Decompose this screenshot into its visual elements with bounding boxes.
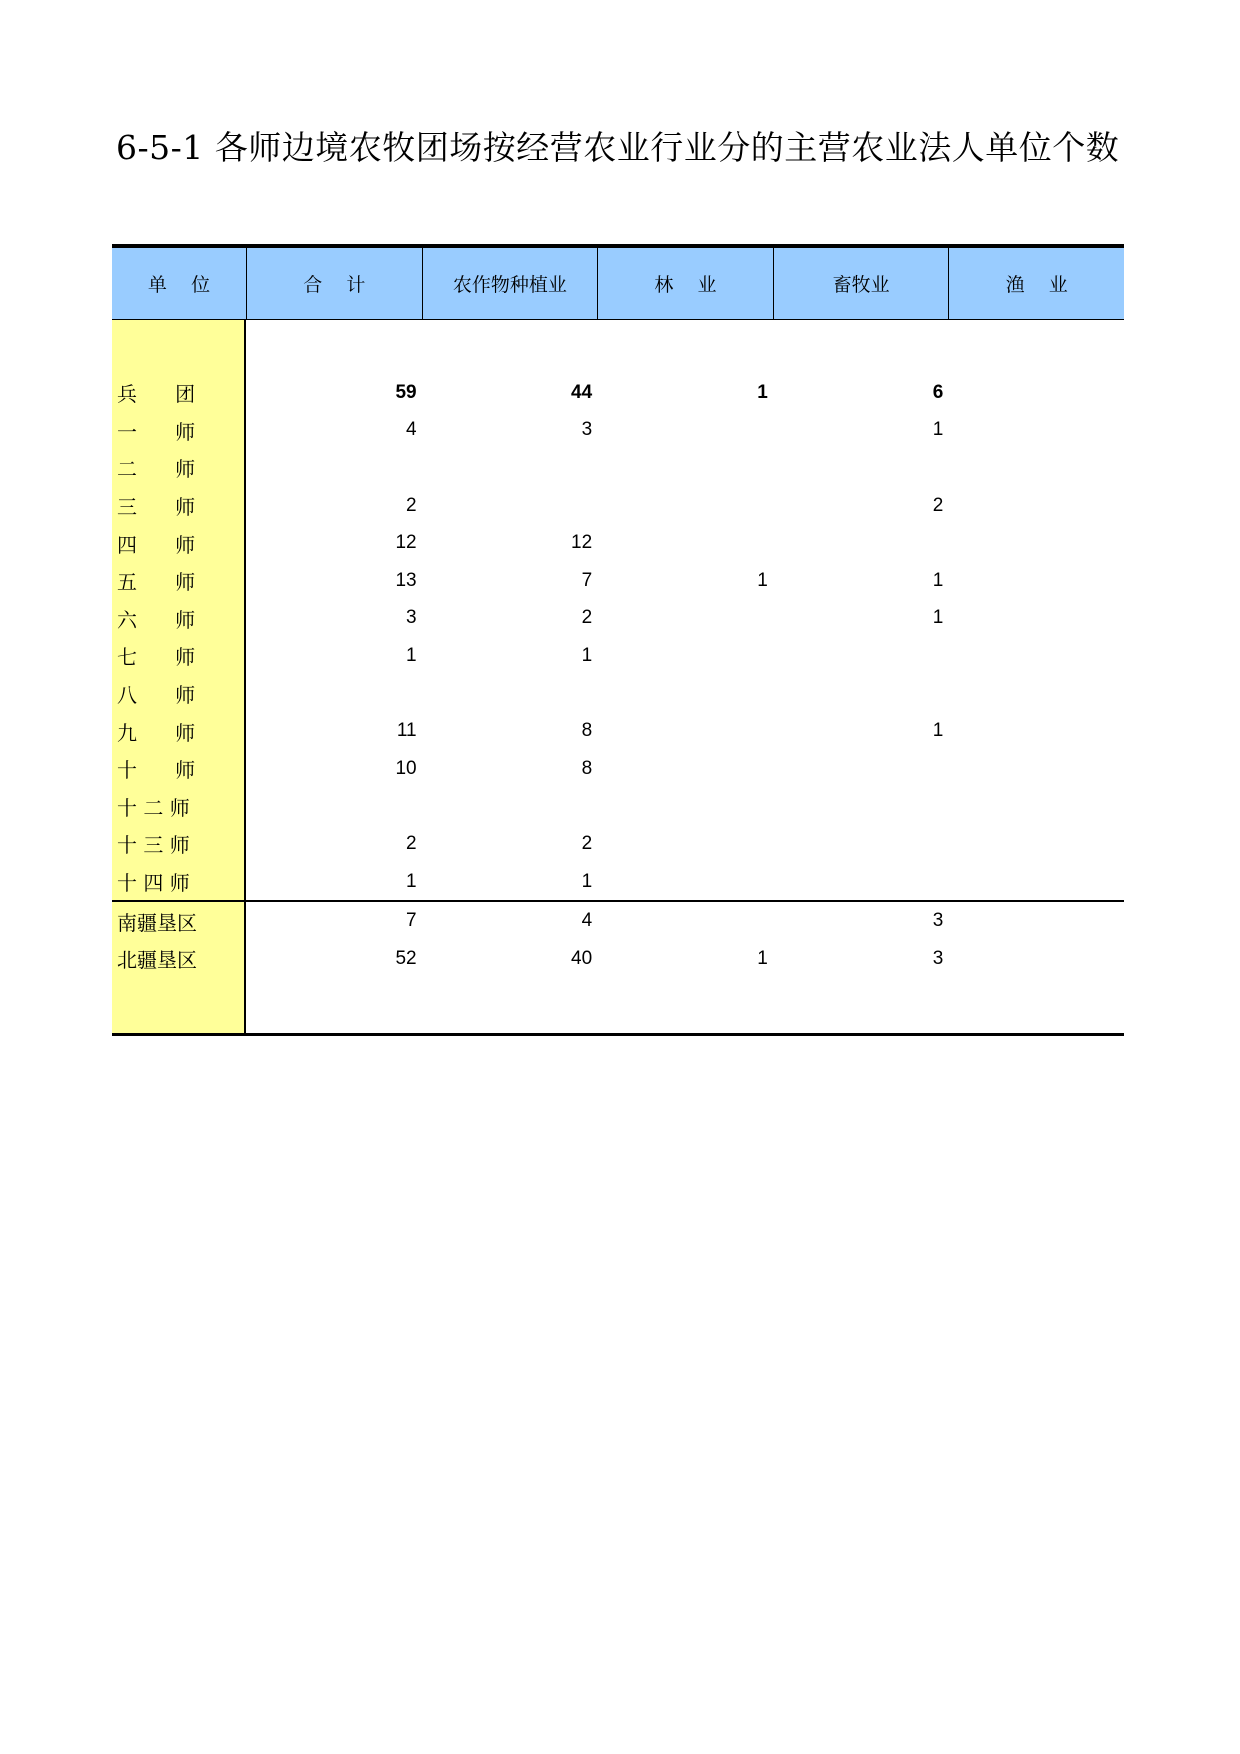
table-row [112, 825, 1124, 863]
row-value: 1 [757, 381, 768, 403]
row-value: 11 [396, 720, 417, 742]
row-label: 三 师 [112, 487, 246, 525]
row-value: 3 [406, 607, 417, 629]
table-row [112, 675, 1124, 713]
row-value: 2 [406, 494, 417, 516]
row-value: 1 [757, 569, 768, 591]
row-label: 九 师 [112, 712, 246, 750]
data-table [112, 244, 1124, 1036]
row-label: 四 师 [112, 524, 246, 562]
header-crop-farming: 农作物种植业 [422, 248, 598, 319]
table-row [112, 788, 1124, 826]
row-label: 八 师 [112, 675, 246, 713]
page-title: 6-5-1 各师边境农牧团场按经营农业行业分的主营农业法人单位个数 [116, 128, 1120, 167]
row-value: 1 [932, 569, 944, 591]
row-value: 3 [581, 419, 593, 441]
table-row [112, 412, 1124, 450]
row-label: 六 师 [112, 600, 246, 638]
row-label: 十 师 [112, 750, 246, 788]
row-label: 十 四 师 [112, 863, 246, 901]
row-value: 8 [581, 720, 593, 742]
row-value: 2 [581, 607, 593, 629]
header-animal-husbandry: 畜牧业 [773, 248, 949, 319]
table-bottom-spacer [112, 978, 1124, 1033]
table-row [112, 750, 1124, 788]
header-total: 合 计 [246, 248, 422, 319]
table-row [112, 940, 1124, 978]
row-value: 3 [932, 947, 944, 969]
row-label: 北疆垦区 [112, 940, 246, 978]
table-body [112, 320, 1124, 1033]
label-column-fill [112, 320, 246, 374]
row-label: 十 三 师 [112, 825, 246, 863]
row-value: 1 [581, 870, 593, 892]
header-fishery: 渔 业 [948, 248, 1124, 319]
row-label: 五 师 [112, 562, 246, 600]
row-value: 1 [406, 644, 417, 666]
table-header [112, 248, 1124, 320]
row-label: 二 师 [112, 449, 246, 487]
row-value: 13 [395, 569, 417, 591]
row-value: 2 [406, 832, 417, 854]
row-value: 59 [395, 381, 417, 403]
row-value: 52 [395, 947, 417, 969]
table-row [112, 712, 1124, 750]
table-row [112, 863, 1124, 901]
table-row [112, 900, 1124, 940]
row-value: 7 [581, 569, 593, 591]
row-value: 4 [406, 419, 417, 441]
table-row [112, 562, 1124, 600]
row-value: 2 [932, 494, 944, 516]
row-label: 七 师 [112, 637, 246, 675]
row-value: 10 [395, 757, 417, 779]
row-value: 1 [757, 947, 768, 969]
row-value: 12 [395, 532, 417, 554]
row-value: 12 [571, 532, 593, 554]
row-value: 8 [581, 757, 593, 779]
row-label: 十 二 师 [112, 788, 246, 826]
table-row [112, 637, 1124, 675]
table-row [112, 449, 1124, 487]
table-bottom-border [112, 1033, 1124, 1036]
header-unit: 单 位 [147, 274, 211, 296]
header-forestry: 林 业 [597, 248, 773, 319]
row-value: 1 [581, 644, 593, 666]
table-top-spacer [112, 320, 1124, 374]
row-value: 7 [406, 910, 417, 932]
row-value: 2 [581, 832, 593, 854]
row-value: 3 [932, 910, 944, 932]
row-value: 1 [932, 607, 944, 629]
table-row [112, 374, 1124, 412]
row-value: 40 [571, 947, 593, 969]
row-value: 1 [932, 419, 944, 441]
row-value: 44 [571, 381, 593, 403]
row-value: 1 [406, 870, 417, 892]
row-label: 南疆垦区 [112, 902, 246, 940]
row-label: 兵 团 [112, 374, 246, 412]
row-value: 1 [932, 720, 944, 742]
label-column-fill [112, 978, 246, 1033]
row-value: 6 [932, 381, 944, 403]
table-row [112, 487, 1124, 525]
table-row [112, 524, 1124, 562]
table-row [112, 600, 1124, 638]
row-value: 4 [581, 910, 593, 932]
row-label: 一 师 [112, 412, 246, 450]
